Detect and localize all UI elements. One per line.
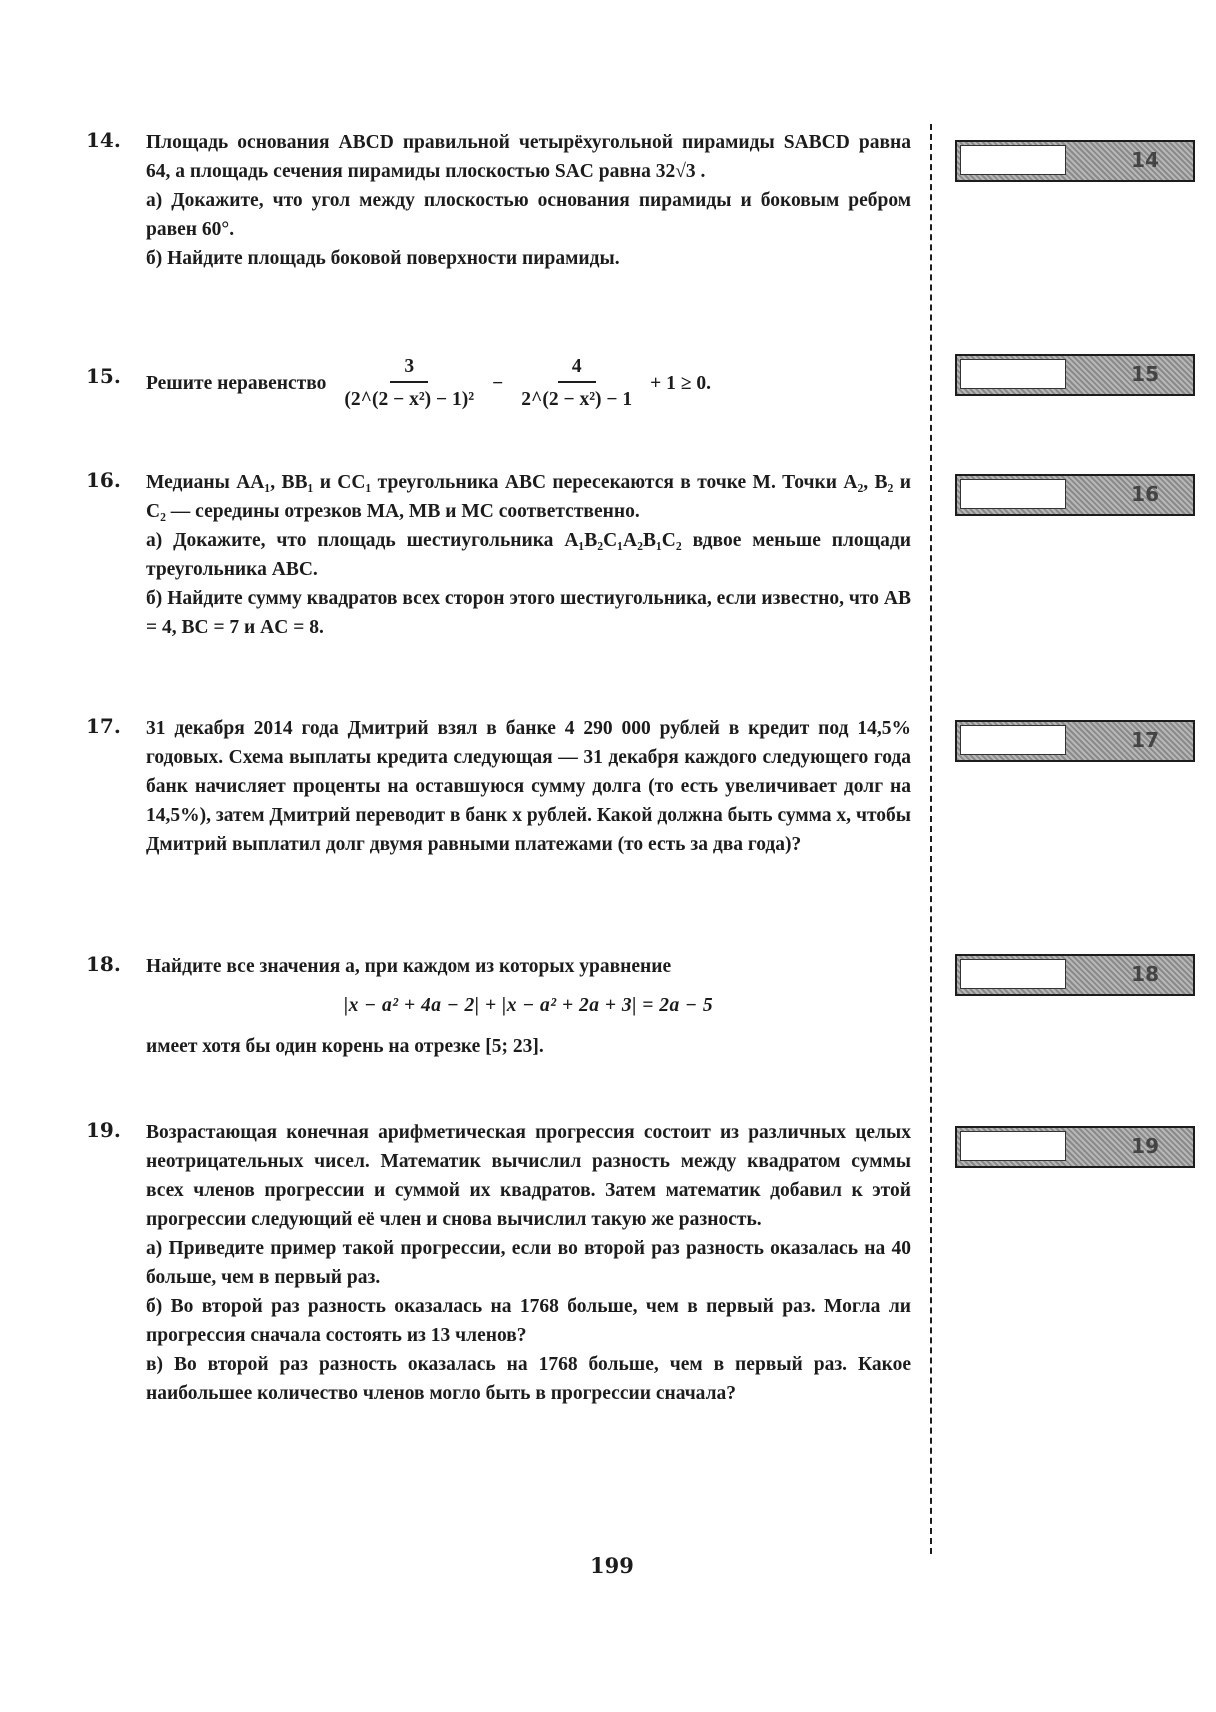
answer-box-18 [955, 954, 1195, 996]
answer-box-19 [955, 1126, 1195, 1168]
box-number: 19 [1131, 1134, 1159, 1158]
answer-field[interactable] [960, 359, 1066, 389]
part-a: а) Приведите пример такой прогрессии, если во второй раз разность оказалась на 40 больше, чем в первый раз. [146, 1238, 911, 1288]
answer-field[interactable] [960, 1131, 1066, 1161]
problem-text [146, 952, 911, 1061]
part-b: б) Найдите площадь боковой поверхности пирамиды. [146, 248, 620, 269]
box-number: 18 [1131, 962, 1159, 986]
box-number: 16 [1131, 482, 1159, 506]
cut-line [930, 124, 932, 1554]
problem-text [146, 714, 911, 859]
fraction-1-denominator: (2^(2 − x²) − 1)² [344, 389, 475, 410]
answer-box-16 [955, 474, 1195, 516]
problem-number: 16. [86, 468, 121, 492]
answer-field[interactable] [960, 959, 1066, 989]
part-a: а) Докажите, что площадь шестиугольника A₁B₂C₁A₂B₁C₂ вдвое меньше площади треугольника ABC. [146, 530, 911, 580]
problem-outro: имеет хотя бы один корень на отрезке [5; 23]. [146, 1036, 544, 1057]
problem-text [146, 128, 911, 273]
part-b: б) Во второй раз разность оказалась на 1768 больше, чем в первый раз. Могла ли прогрессия сначала состоять из 13 членов? [146, 1296, 911, 1346]
problem-condition: Медианы AA₁, BB₁ и CC₁ треугольника ABC пересекаются в точке M. Точки A₂, B₂ и C₂ — середины отрезков MA, MB и MC соответственно. [146, 472, 911, 522]
answer-field[interactable] [960, 145, 1066, 175]
problem-condition: Площадь основания ABCD правильной четырёхугольной пирамиды SABCD равна 64, а площадь сечения пирамиды плоскостью SAC равна 32√3 . [146, 132, 911, 182]
answer-field[interactable] [960, 725, 1066, 755]
fraction-2 [517, 352, 636, 414]
box-number: 15 [1131, 362, 1159, 386]
fraction-1-numerator: 3 [390, 352, 428, 383]
problem-number: 19. [86, 1118, 121, 1142]
answer-box-15 [955, 354, 1195, 396]
problem-text [146, 1118, 911, 1408]
box-number: 14 [1131, 148, 1159, 172]
minus-sign: − [492, 372, 504, 394]
part-v: в) Во второй раз разность оказалась на 1768 больше, чем в первый раз. Какое наибольшее количество членов могло быть в прогрессии сначала? [146, 1354, 911, 1404]
problem-intro: Найдите все значения a, при каждом из которых уравнение [146, 956, 672, 977]
box-number: 17 [1131, 728, 1159, 752]
equation: |x − a² + 4a − 2| + |x − a² + 2a + 3| = 2a − 5 [343, 995, 714, 1016]
answer-box-14 [955, 140, 1195, 182]
problem-text [146, 352, 911, 414]
fraction-1 [340, 352, 478, 414]
problem-condition: Возрастающая конечная арифметическая прогрессия состоит из различных целых неотрицательных чисел. Математик вычислил разность между квадратом суммы всех членов прогрессии и суммой их квадратов. Затем математик добавил к этой прогрессии следующий её член и снова вычислил такую же разность. [146, 1122, 911, 1230]
fraction-2-numerator: 4 [558, 352, 596, 383]
page-number: 199 [590, 1553, 634, 1578]
inequality-tail: + 1 ≥ 0. [650, 372, 711, 394]
inequality-intro: Решите неравенство [146, 372, 327, 394]
answer-field[interactable] [960, 479, 1066, 509]
part-a: а) Докажите, что угол между плоскостью основания пирамиды и боковым ребром равен 60°. [146, 190, 911, 240]
fraction-2-denominator: 2^(2 − x²) − 1 [521, 389, 633, 410]
part-b: б) Найдите сумму квадратов всех сторон этого шестиугольника, если известно, что AB = 4, BC = 7 и AC = 8. [146, 588, 911, 638]
inequality [146, 352, 911, 414]
problem-number: 14. [86, 128, 121, 152]
problem-condition: 31 декабря 2014 года Дмитрий взял в банке 4 290 000 рублей в кредит под 14,5% годовых. Схема выплаты кредита следующая — 31 декабря каждого следующего года банк начисляет проценты на оставшуюся сумму долга (то есть увеличивает долг на 14,5%), затем Дмитрий переводит в банк x рублей. Какой должна быть сумма x, чтобы Дмитрий выплатил долг двумя равными платежами (то есть за два года)? [146, 718, 911, 855]
problem-text [146, 468, 911, 642]
problem-number: 18. [86, 952, 121, 976]
problem-number: 17. [86, 714, 121, 738]
answer-box-17 [955, 720, 1195, 762]
problem-number: 15. [86, 364, 121, 388]
